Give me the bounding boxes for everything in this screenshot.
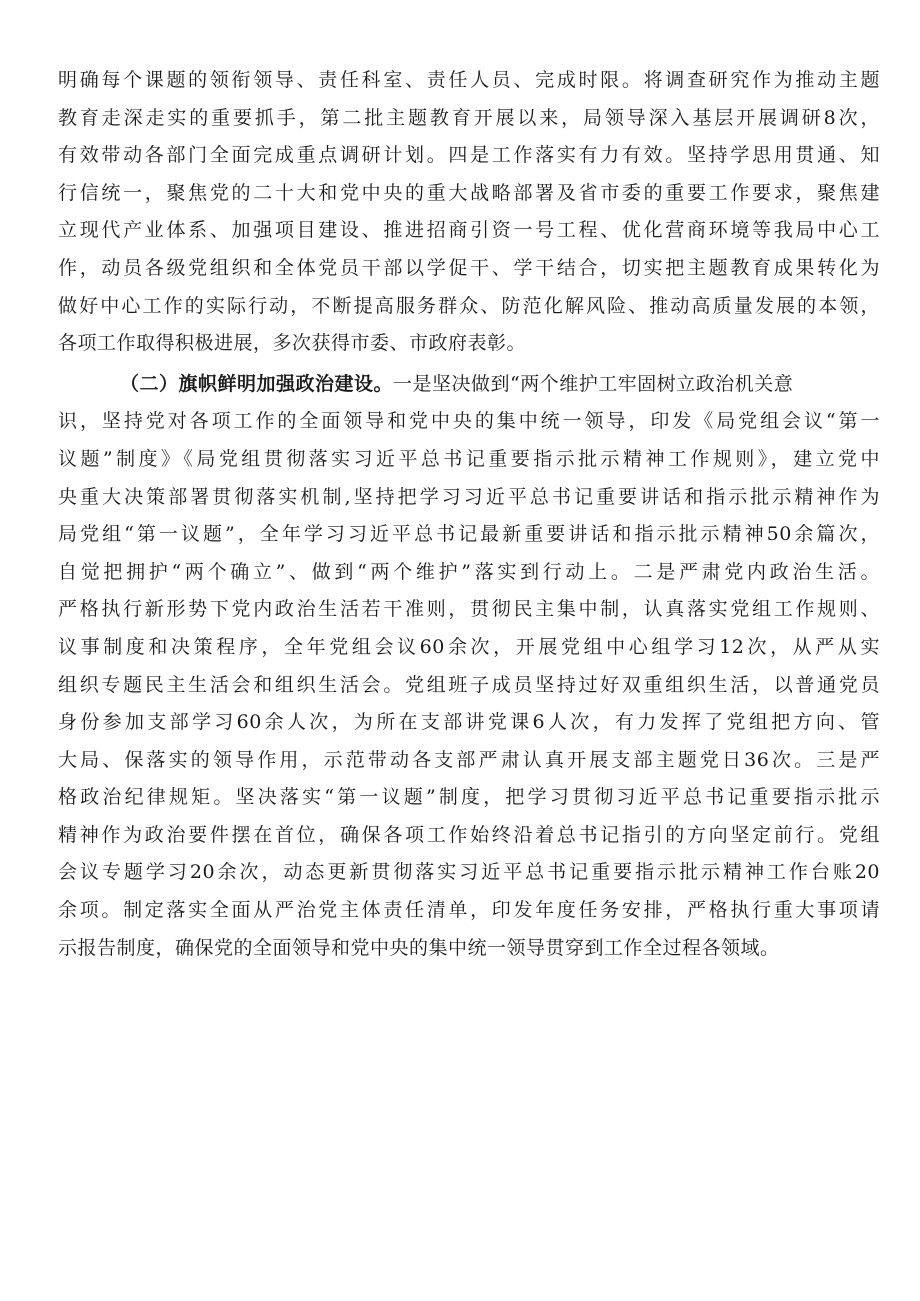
paragraph-2-line: 示报告制度，确保党的全面领导和党中央的集中统一领导贯穿到工作全过程各领域。 (58, 936, 780, 959)
document-page (58, 62, 880, 967)
paragraph-1-line: 各项工作取得积极进展，多次获得市委、市政府表彰。 (58, 332, 527, 355)
paragraph-2-line: 大局、保落实的领导作用，示范带动各支部严肃认真开展支部主题党日36次。三是严 (58, 748, 880, 771)
paragraph-2-line: 身份参加支部学习60余人次，为所在支部讲党课6人次，有力发挥了党组把方向、管 (58, 711, 880, 734)
paragraph-2-line: 识，坚持党对各项工作的全面领导和党中央的集中统一领导，印发《局党组会议“第一 (58, 410, 880, 433)
paragraph-2-line: 会议专题学习20余次，动态更新贯彻落实习近平总书记重要指示批示精神工作台账20 (58, 861, 880, 884)
paragraph-2-line: 议题”制度》《局党组贯彻落实习近平总书记重要指示批示精神工作规则》，建立党中 (58, 447, 880, 470)
paragraph-1-line: 作，动员各级党组织和全体党员干部以学促干、学干结合，切实把主题教育成果转化为 (58, 256, 880, 279)
paragraph-1-line: 行信统一，聚焦党的二十大和党中央的重大战略部署及省市委的重要工作要求，聚焦建 (58, 181, 880, 204)
paragraph-1-line: 明确每个课题的领衔领导、责任科室、责任人员、完成时限。将调查研究作为推动主题 (58, 69, 880, 91)
paragraph-2-line: 严格执行新形势下党内政治生活若干准则，贯彻民主集中制，认真落实党组工作规则、 (58, 598, 880, 621)
paragraph-2-line: 局党组“第一议题”，全年学习习近平总书记最新重要讲话和指示批示精神50余篇次， (58, 523, 880, 546)
paragraph-2 (58, 366, 880, 968)
paragraph-2-line: 组织专题民主生活会和组织生活会。党组班子成员坚持过好双重组织生活，以普通党员 (58, 673, 880, 696)
paragraph-2-line: 自觉把拥护“两个确立”、做到“两个维护”落实到行动上。二是严肃党内政治生活。 (58, 560, 880, 583)
paragraph-1-line: 教育走深走实的重要抓手，第二批主题教育开展以来，局领导深入基层开展调研8次， (58, 106, 880, 129)
paragraph-2-line: 余项。制定落实全面从严治党主体责任清单，印发年度任务安排，严格执行重大事项请 (58, 899, 880, 922)
paragraph-2-line: 议事制度和决策程序，全年党组会议60余次，开展党组中心组学习12次，从严从实 (58, 635, 880, 658)
paragraph-2-first-line (58, 366, 880, 404)
paragraph-1 (58, 62, 880, 363)
paragraph-2-line: 精神作为政治要件摆在首位，确保各项工作始终沿着总书记指引的方向坚定前行。党组 (58, 823, 880, 846)
paragraph-1-line: 做好中心工作的实际行动，不断提高服务群众、防范化解风险、推动高质量发展的本领， (58, 294, 880, 317)
paragraph-2-line: 格政治纪律规矩。坚决落实“第一议题”制度，把学习贯彻习近平总书记重要指示批示 (58, 786, 880, 809)
paragraph-2-first-line-text: 一是坚决做到“两个维护工牢固树立政治机关意 (393, 372, 794, 395)
paragraph-1-line: 立现代产业体系、加强项目建设、推进招商引资一号工程、优化营商环境等我局中心工 (58, 219, 880, 242)
paragraph-2-line: 央重大决策部署贯彻落实机制,坚持把学习习近平总书记重要讲话和指示批示精神作为 (58, 485, 880, 508)
paragraph-1-line: 有效带动各部门全面完成重点调研计划。四是工作落实有力有效。坚持学思用贯通、知 (58, 144, 880, 167)
section-heading: （二）旗帜鲜明加强政治建设。 (120, 372, 394, 395)
